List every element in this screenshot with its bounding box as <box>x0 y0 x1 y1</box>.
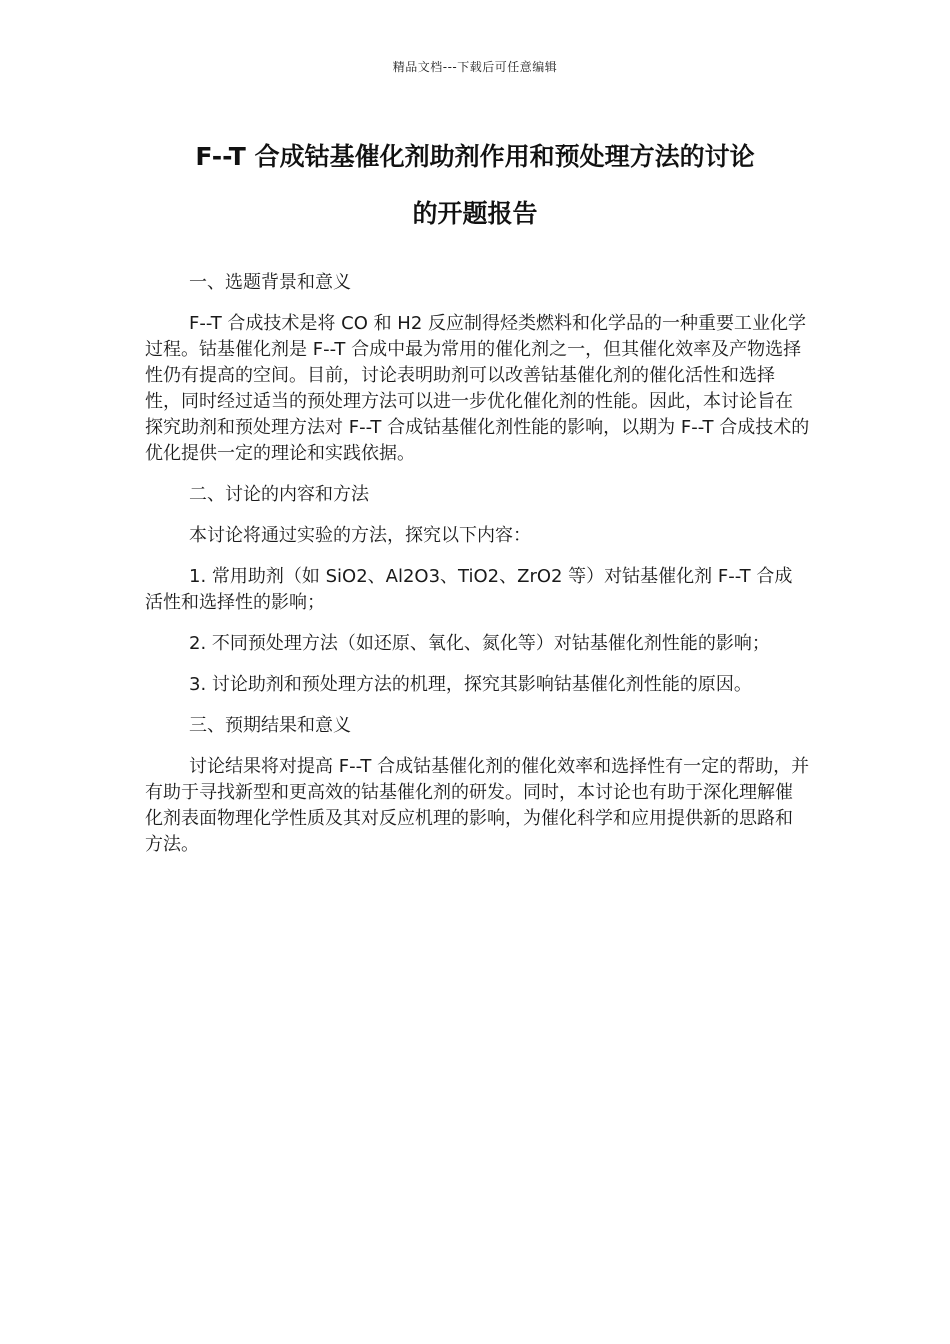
section-heading-content-method: 二、讨论的内容和方法 <box>189 484 369 505</box>
paragraph-background: F--T 合成技术是将 CO 和 H2 反应制得烃类燃料和化学品的一种重要工业化学过程。钴基催化剂是 F--T 合成中最为常用的催化剂之一，但其催化效率及产物选择性仍有提高的空间。目前，讨论表明助剂可以改善钴基催化剂的催化活性和选择性，同时经过适当的预处理方法可以进一步优化催化剂的性能。因此，本讨论旨在探究助剂和预处理方法对 F--T 合成钴基催化剂性能的影响，以期为 F--T 合成技术的优化提供一定的理论和实践依据。 <box>145 313 810 464</box>
paragraph-method-intro: 本讨论将通过实验的方法，探究以下内容： <box>189 525 531 546</box>
section-heading-background: 一、选题背景和意义 <box>189 272 351 293</box>
list-item-3: 3. 讨论助剂和预处理方法的机理，探究其影响钴基催化剂性能的原因。 <box>189 674 752 695</box>
list-item-1: 1. 常用助剂（如 SiO2、Al2O3、TiO2、ZrO2 等）对钴基催化剂 F--T 合成活性和选择性的影响； <box>145 566 793 613</box>
document-body <box>145 270 810 873</box>
document-title <box>130 128 820 242</box>
list-item-2: 2. 不同预处理方法（如还原、氧化、氮化等）对钴基催化剂性能的影响； <box>189 633 770 654</box>
paragraph-expected-results: 讨论结果将对提高 F--T 合成钴基催化剂的催化效率和选择性有一定的帮助，并有助于寻找新型和更高效的钴基催化剂的研发。同时，本讨论也有助于深化理解催化剂表面物理化学性质及其对反应机理的影响，为催化科学和应用提供新的思路和方法。 <box>145 756 810 855</box>
page-header: 精品文档---下载后可任意编辑 <box>392 60 558 74</box>
section-heading-expected-results: 三、预期结果和意义 <box>189 715 351 736</box>
title-line-1: F--T 合成钴基催化剂助剂作用和预处理方法的讨论 <box>195 142 755 171</box>
title-line-2: 的开题报告 <box>412 199 538 228</box>
